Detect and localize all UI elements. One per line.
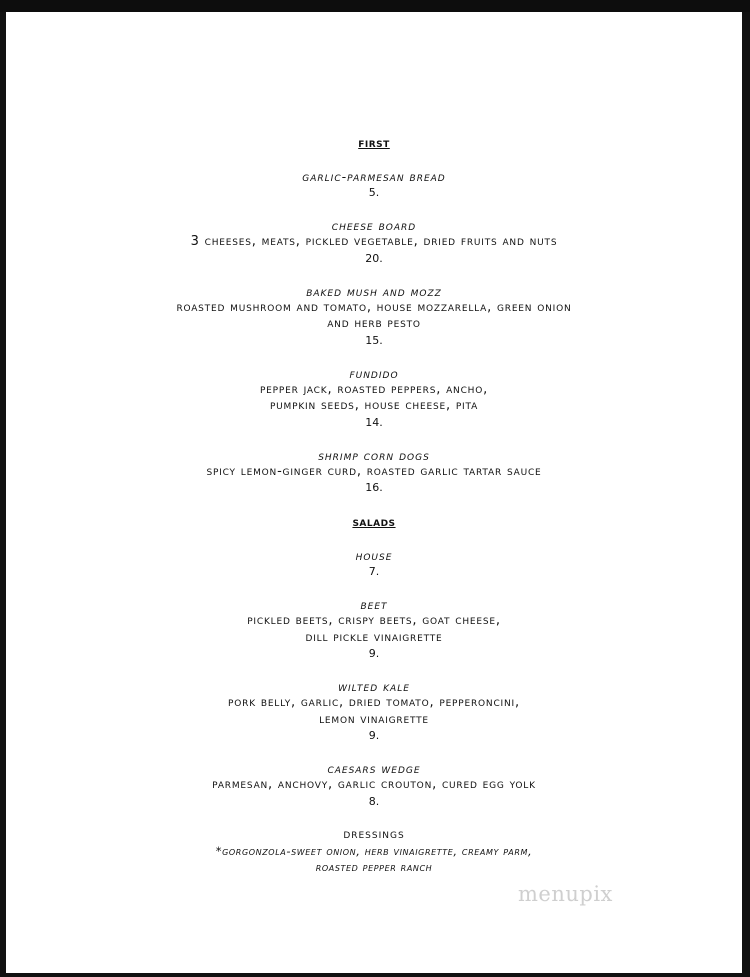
menu-item (6, 597, 742, 662)
menu-item-name: baked mush and mozz (306, 283, 442, 299)
menu-item-price: 9. (368, 647, 380, 660)
menu-item-description: dill pickle vinaigrette (305, 629, 443, 645)
section-salads-items (6, 548, 742, 810)
menu-item-name: caesars wedge (327, 761, 421, 776)
section-title-salads: salads (352, 515, 396, 530)
menu-item-description: spicy lemon-ginger curd, roasted garlic tartar sauce (206, 463, 542, 479)
menu-item-description: pickled beets, crispy beets, goat cheese, (247, 613, 501, 628)
menu-item (6, 448, 742, 497)
section-title-first: first (358, 136, 390, 151)
menu-item-description: pepper jack, roasted peppers, ancho, (259, 381, 489, 397)
menu-item-price: 5. (368, 186, 380, 199)
watermark-logo: menupix (518, 882, 613, 906)
top-bar (0, 0, 750, 12)
menu-item-price: 9. (368, 729, 380, 742)
menu-item (6, 218, 742, 267)
menu-item-name: shrimp corn dogs (318, 447, 430, 463)
menu-item-price: 7. (368, 565, 380, 578)
dressings-line: *gorgonzola-sweet onion, herb vinaigrette, creamy parm, (215, 843, 533, 858)
menu-item-description: pork belly, garlic, dried tomato, pepperoncini, (228, 695, 520, 710)
menu-item (6, 169, 742, 201)
menu-item-price: 8. (368, 794, 380, 808)
menu-item-price: 15. (365, 333, 383, 347)
menu-item (6, 679, 742, 744)
dressings-block (6, 827, 742, 875)
bottom-bar (0, 973, 750, 977)
menu-item (6, 761, 742, 810)
menu-item-name: garlic-parmesan bread (302, 169, 446, 184)
menu-item-name: fundido (349, 365, 399, 381)
menu-item-description: and herb pesto (327, 316, 421, 331)
dressings-line: roasted pepper ranch (315, 859, 433, 874)
menu-item-name: beet (360, 597, 388, 612)
menu-item (6, 284, 742, 349)
menu-item (6, 366, 742, 431)
menu-item-name: wilted kale (338, 679, 410, 694)
dressings-title: dressings (343, 826, 405, 842)
menu-item-description: lemon vinaigrette (319, 711, 429, 727)
menu-item-description: parmesan, anchovy, garlic crouton, cured egg yolk (212, 777, 536, 792)
menu-item-description: roasted mushroom and tomato, house mozzarella, green onion (176, 299, 572, 315)
menu-content (6, 136, 742, 892)
menu-item-name: house (355, 548, 393, 563)
menu-item-price: 16. (365, 481, 383, 494)
menu-page (6, 12, 742, 973)
section-first-items (6, 169, 742, 496)
menu-item-price: 14. (365, 415, 383, 429)
menu-item-name: cheese board (331, 218, 417, 233)
menu-item-description: 3 cheeses, meats, pickled vegetable, dried fruits and nuts (190, 234, 558, 249)
menu-item-description: pumpkin seeds, house cheese, pita (269, 398, 479, 413)
menu-item (6, 548, 742, 580)
menu-item-price: 20. (365, 251, 383, 265)
